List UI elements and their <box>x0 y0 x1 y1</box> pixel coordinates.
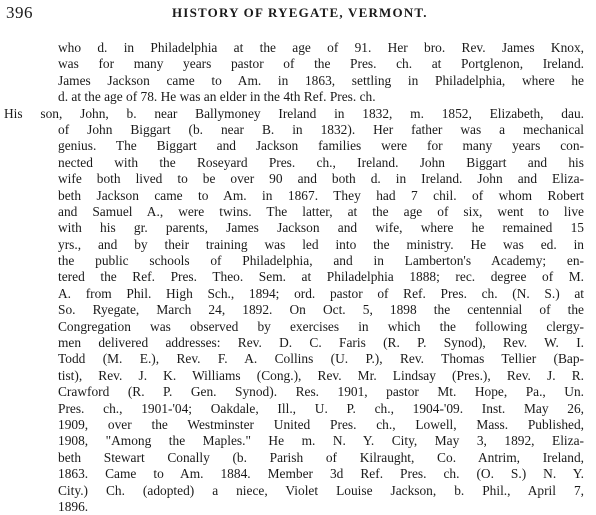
text-line: 1909, over the Westminster United Pres. ch., Lowell, Mass. Published, <box>58 416 584 432</box>
text-line: of John Biggart (b. near B. in 1832). Her father was a mechanical <box>58 121 584 137</box>
text-line: Crawford (R. P. Gen. Synod). Res. 1901, pastor Mt. Hope, Pa., Un. <box>58 384 584 400</box>
body-text <box>4 40 584 515</box>
text-line: the public schools of Philadelphia, and in Lamberton's Academy; en- <box>58 253 584 269</box>
text-line: James Jackson came to Am. in 1863, settling in Philadelphia, where he <box>58 72 584 88</box>
text-line: So. Ryegate, March 24, 1892. On Oct. 5, 1898 the centennial of the <box>58 302 584 318</box>
text-line: with his gr. parents, James Jackson and wife, where he remained 15 <box>58 220 584 236</box>
text-line: A. from Phil. High Sch., 1894; ord. pastor of Ref. Pres. ch. (N. S.) at <box>58 285 584 301</box>
text-line: d. at the age of 78. He was an elder in the 4th Ref. Pres. ch. <box>58 89 376 105</box>
text-line: yrs., and by their training was led into the ministry. He was ed. in <box>58 236 584 252</box>
text-line: 1863. Came to Am. 1884. Member 3d Ref. Pres. ch. (O. S.) N. Y. <box>58 466 584 482</box>
text-line: men delivered addresses: Rev. D. C. Faris (R. P. Synod), Rev. W. I. <box>58 335 584 351</box>
text-line: Pres. ch., 1901-'04; Oakdale, Ill., U. P. ch., 1904-'09. Inst. May 26, <box>58 400 584 416</box>
text-line: wife both lived to be over 90 and both d. in Ireland. John and Eliza- <box>58 171 584 187</box>
text-line: was for many years pastor of the Pres. ch. at Portglenon, Ireland. <box>58 56 584 72</box>
text-line: His son, John, b. near Ballymoney Ireland in 1832, m. 1852, Elizabeth, dau. <box>4 105 584 121</box>
page-number: 396 <box>6 3 33 22</box>
text-line: 1908, "Among the Maples." He m. N. Y. City, May 3, 1892, Eliza- <box>58 433 584 449</box>
text-line: nected with the Roseyard Pres. ch., Ireland. John Biggart and his <box>58 154 584 170</box>
text-line: City.) Ch. (adopted) a niece, Violet Louise Jackson, b. Phil., April 7, <box>58 482 584 498</box>
text-line: genius. The Biggart and Jackson families were for many years con- <box>58 138 584 154</box>
text-line: beth Stewart Conally (b. Parish of Kilraught, Co. Antrim, Ireland, <box>58 449 584 465</box>
text-line: Congregation was observed by exercises in which the following clergy- <box>58 318 584 334</box>
text-line: Todd (M. E.), Rev. F. A. Collins (U. P.), Rev. Thomas Tellier (Bap- <box>58 351 584 367</box>
text-line: 1896. <box>58 498 89 514</box>
text-line: tered the Ref. Pres. Theo. Sem. at Philadelphia 1888; rec. degree of M. <box>58 269 584 285</box>
text-line: tist), Rev. J. K. Williams (Cong.), Rev. Mr. Lindsay (Pres.), Rev. J. R. <box>58 367 584 383</box>
text-line: and Samuel A., were twins. The latter, at the age of six, went to live <box>58 203 584 219</box>
running-title: HISTORY OF RYEGATE, VERMONT. <box>172 5 428 20</box>
text-line: beth Jackson came to Am. in 1867. They had 7 chil. of whom Robert <box>58 187 584 203</box>
text-line: who d. in Philadelphia at the age of 91. Her bro. Rev. James Knox, <box>58 40 584 55</box>
